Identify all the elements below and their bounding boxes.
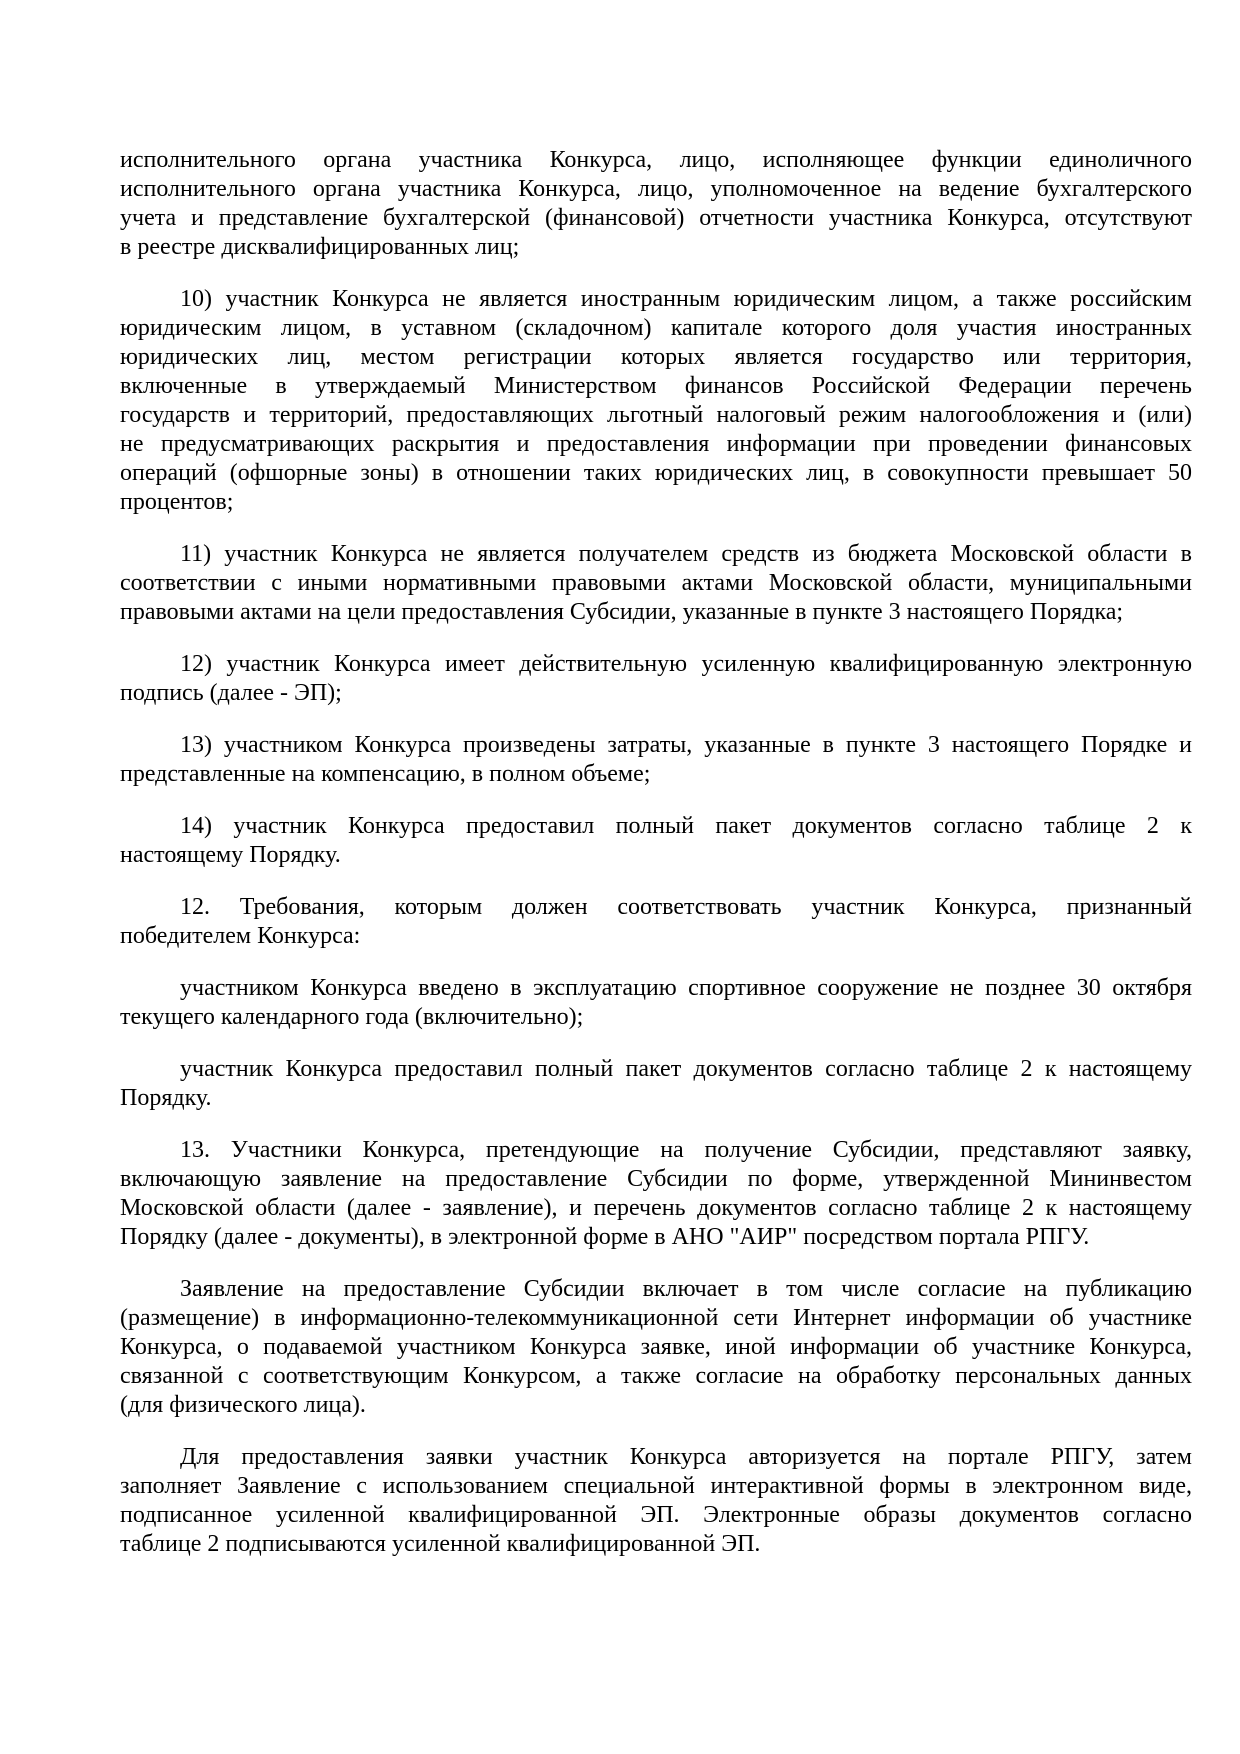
paragraph <box>120 1275 1192 1420</box>
text-line: победителем Конкурса: <box>120 923 361 949</box>
text-line: 14) участник Конкурса предоставил полный пакет документов согласно таблице 2 к <box>180 813 1192 839</box>
text-line: в реестре дисквалифицированных лиц; <box>120 234 520 260</box>
text-line: 13) участником Конкурса произведены затраты, указанные в пункте 3 настоящего Порядке и <box>180 732 1192 758</box>
text-line: включенные в утверждаемый Министерством финансов Российской Федерации перечень <box>120 373 1192 399</box>
text-line: подпись (далее - ЭП); <box>120 680 342 706</box>
text-line: представленные на компенсацию, в полном объеме; <box>120 761 651 787</box>
paragraph <box>120 540 1192 627</box>
paragraph <box>120 812 1192 870</box>
text-line: Порядку. <box>120 1085 212 1111</box>
text-line: исполнительного органа участника Конкурса, лицо, исполняющее функции единоличного <box>120 147 1192 173</box>
text-line: Конкурса, о подаваемой участником Конкурса заявке, иной информации об участнике Конкурса, <box>120 1334 1192 1360</box>
text-line: (размещение) в информационно-телекоммуникационной сети Интернет информации об участнике <box>120 1305 1192 1331</box>
paragraph <box>120 650 1192 708</box>
paragraph <box>120 893 1192 951</box>
text-line: учета и представление бухгалтерской (финансовой) отчетности участника Конкурса, отсутствуют <box>120 205 1192 231</box>
text-line: операций (офшорные зоны) в отношении таких юридических лиц, в совокупности превышает 50 <box>120 460 1192 486</box>
text-line: настоящему Порядку. <box>120 842 341 868</box>
text-line: включающую заявление на предоставление Субсидии по форме, утвержденной Мининвестом <box>120 1166 1192 1192</box>
text-line: государств и территорий, предоставляющих льготный налоговый режим налогообложения и (или) <box>120 402 1192 428</box>
text-line: текущего календарного года (включительно); <box>120 1004 584 1030</box>
text-line: не предусматривающих раскрытия и предоставления информации при проведении финансовых <box>120 431 1192 457</box>
paragraph <box>120 974 1192 1032</box>
text-line: Порядку (далее - документы), в электронной форме в АНО "АИР" посредством портала РПГУ. <box>120 1224 1090 1250</box>
text-line: Московской области (далее - заявление), и перечень документов согласно таблице 2 к настоящему <box>120 1195 1192 1221</box>
text-line: исполнительного органа участника Конкурса, лицо, уполномоченное на ведение бухгалтерского <box>120 176 1192 202</box>
paragraph <box>120 1443 1192 1559</box>
text-line: процентов; <box>120 489 234 515</box>
text-line: юридическим лицом, в уставном (складочном) капитале которого доля участия иностранных <box>120 315 1192 341</box>
text-line: подписанное усиленной квалифицированной ЭП. Электронные образы документов согласно <box>120 1502 1192 1528</box>
text-line: участником Конкурса введено в эксплуатацию спортивное сооружение не позднее 30 октября <box>180 975 1192 1001</box>
text-line: 12) участник Конкурса имеет действительную усиленную квалифицированную электронную <box>180 651 1192 677</box>
text-line: 10) участник Конкурса не является иностранным юридическим лицом, а также российским <box>180 286 1192 312</box>
text-line: юридических лиц, местом регистрации которых является государство или территория, <box>120 344 1192 370</box>
text-line: (для физического лица). <box>120 1392 366 1418</box>
paragraph <box>120 285 1192 517</box>
paragraph <box>120 146 1192 262</box>
text-line: заполняет Заявление с использованием специальной интерактивной формы в электронном виде, <box>120 1473 1192 1499</box>
text-line: таблице 2 подписываются усиленной квалифицированной ЭП. <box>120 1531 761 1557</box>
text-line: 11) участник Конкурса не является получателем средств из бюджета Московской области в <box>180 541 1192 567</box>
text-line: Заявление на предоставление Субсидии включает в том числе согласие на публикацию <box>180 1276 1192 1302</box>
document-page <box>120 146 1192 1582</box>
paragraph <box>120 1136 1192 1252</box>
paragraph <box>120 731 1192 789</box>
text-line: Для предоставления заявки участник Конкурса авторизуется на портале РПГУ, затем <box>180 1444 1192 1470</box>
text-line: правовыми актами на цели предоставления Субсидии, указанные в пункте 3 настоящего Порядка; <box>120 599 1124 625</box>
paragraph <box>120 1055 1192 1113</box>
text-line: 13. Участники Конкурса, претендующие на получение Субсидии, представляют заявку, <box>180 1137 1192 1163</box>
text-line: соответствии с иными нормативными правовыми актами Московской области, муниципальными <box>120 570 1192 596</box>
text-line: участник Конкурса предоставил полный пакет документов согласно таблице 2 к настоящему <box>180 1056 1192 1082</box>
text-line: 12. Требования, которым должен соответствовать участник Конкурса, признанный <box>180 894 1192 920</box>
text-line: связанной с соответствующим Конкурсом, а также согласие на обработку персональных данных <box>120 1363 1192 1389</box>
